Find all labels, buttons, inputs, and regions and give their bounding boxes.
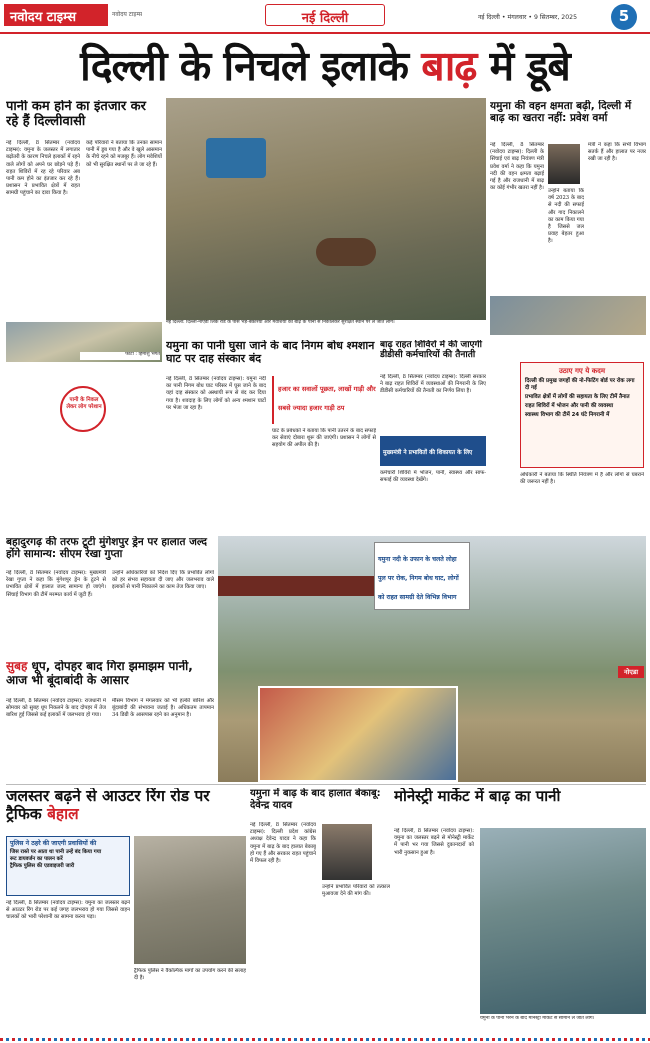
- sidebar-box-footer: अधिकारी ने बताया कि स्थिति नियंत्रण में है और लोगों से घबराने की जरूरत नहीं है।: [520, 472, 644, 486]
- devender-portrait: [322, 824, 372, 880]
- page-number: 5: [618, 7, 630, 25]
- top-photo-caption: नई दिल्ली: दिल्ली-नोएडा लिंक रोड के पास भेड़-बकरियों और मवेशियों को बाढ़ के पानी से निकालकर सुरक्षित स्थान पर ले जाते लोग।: [166, 320, 486, 336]
- story-monastery-headline: मोनेस्ट्री मार्केट में बाढ़ का पानी: [394, 788, 561, 805]
- story-yamuna: [490, 100, 646, 335]
- weather-headline-accent: सुबह: [6, 660, 28, 673]
- minister-portrait: [548, 144, 580, 184]
- river-photo-inset: [258, 686, 458, 782]
- sidebar-item-4: स्वास्थ्य विभाग की टीमें 24 घंटे निगरानी में: [525, 412, 610, 419]
- story-drain-body-2: उन्होंने अधिकारियों को निर्देश दिए कि प्रभावित लोगों को हर संभव सहायता दी जाए और जलभराव वाले इलाकों से पानी निकालने का काम तेज किया जाए।: [112, 570, 214, 591]
- story-drain: [6, 536, 214, 656]
- story-yamuna-headline: यमुना की वहन क्षमता बढ़ी, दिल्ली में बाढ़ का खतरा नहीं: प्रवेश वर्मा: [490, 100, 632, 125]
- story-ringroad-body-2: ट्रैफिक पुलिस ने वैकल्पिक मार्गों का उपयोग करने की सलाह दी है।: [134, 968, 246, 982]
- photo-credit: फोटो : हिमांशु भगत: [80, 352, 160, 360]
- callout-circle: [60, 386, 106, 432]
- ringroad-headline-part1: जलस्तर बढ़ने से आउटर रिंग रोड पर ट्रैफिक: [6, 788, 210, 823]
- ringroad-headline-accent: बेहाल: [47, 804, 79, 823]
- story-wait-body-2: कई परिवारों ने बताया कि उनका सामान पानी में डूब गया है और वे खुले आसमान के नीचे रहने को मजबूर हैं। लोग मवेशियों को भी सुरक्षित स्थानों पर ले जा रहे हैं।: [86, 140, 162, 168]
- story-relief: [380, 340, 486, 530]
- photo-cattle: [316, 238, 376, 266]
- story-weather-body-2: मौसम विभाग ने मंगलवार को भी हल्की बारिश और बूंदाबांदी की संभावना जताई है। अधिकतम तापमान 34 डिग्री के आसपास रहने का अनुमान है।: [112, 698, 214, 719]
- story-ringroad-body: नई दिल्ली, 8 सितम्बर (नवोदय टाइम्स): यमुना का जलस्तर बढ़ने से आउटर रिंग रोड पर कई जगह जलभराव हो गया जिससे वाहन चालकों को भारी परेशानी का सामना करना पड़ा।: [6, 900, 130, 921]
- story-relief-body: नई दिल्ली, 8 सितम्बर (नवोदय टाइम्स): दिल्ली सरकार ने बाढ़ राहत शिविरों में व्यवस्थाओं की निगरानी के लिए डीडीसी कर्मचारियों की तैनाती का निर्णय लिया है।: [380, 374, 486, 395]
- paper-tagline: नवोदय टाइम्स: [112, 11, 143, 18]
- story-devender-headline: यमुना में बाढ़ के बाद हालात बेकाबू: देवेन्द्र यादव: [250, 788, 381, 811]
- callout-text: पानी के निकल लेकर लोग परेशान: [66, 397, 102, 410]
- story-devender-body-2: उन्होंने प्रभावित परिवारों को तत्काल मुआवजा देने की मांग की।: [322, 884, 390, 898]
- monastery-photo-caption: यमुना के पानी भरने के बाद मोनेस्ट्री मार्केट से सामान ले जाते लोग।: [480, 1016, 646, 1036]
- river-photo-caption: यमुना नदी के उफान के चलते लोहा पुल पर रोक, निगम बोध घाट, लोगों को राहत सामग्री देते विभिन्न विभाग: [378, 556, 459, 601]
- main-headline: [0, 36, 650, 98]
- noida-tag: [618, 666, 644, 678]
- story-yamuna-body-2: उन्होंने बताया कि वर्ष 2023 के बाद से नदी की सफाई और गाद निकालने का काम किया गया है जिससे जल प्रवाह बेहतर हुआ है।: [548, 188, 584, 245]
- ringroad-box: [6, 836, 130, 896]
- story-ringroad: [6, 788, 246, 1038]
- story-ringroad-headline: [6, 788, 246, 832]
- ringroad-box-title: पुलिस ने ठहरे की जाएगी प्रवासियों की: [10, 840, 97, 847]
- story-wait-headline: पानी कम होने का इंतजार कर रहे हैं दिल्लीवासी: [6, 100, 146, 129]
- story-weather-body: नई दिल्ली, 8 सितम्बर (नवोदय टाइम्स): राजधानी में सोमवार को सुबह धूप निकलने के बाद दोपहर में तेज बारिश हुई जिससे कई इलाकों में जलभराव हो गया।: [6, 698, 106, 719]
- story-devender: [250, 788, 390, 1038]
- ringroad-box-item-3: ट्रैफिक पुलिस की एडवाइजरी जारी: [10, 863, 75, 870]
- river-caption-box: [374, 542, 470, 610]
- story-weather-headline: [6, 660, 214, 694]
- story-relief-headline: बाढ़ राहत शिविरों में की जाएगी डीडीसी कर्मचारियों की तैनाती: [380, 340, 482, 361]
- relief-highlight-box: [380, 436, 486, 466]
- main-headline-highlight: बाढ़: [421, 42, 477, 90]
- story-cremation-headline: यमुना का पानी घुसा जाने के बाद निगम बोध श्मशान घाट पर दाह संस्कार बंद: [166, 340, 375, 365]
- sidebar-item-3: राहत शिविरों में भोजन और पानी की व्यवस्था: [525, 403, 614, 410]
- ringroad-box-item-1: जिस रास्ते पर आता था पानी उन्हें बंद किया गया: [10, 849, 102, 856]
- top-photo: [166, 98, 486, 320]
- pull-quote: [272, 376, 376, 424]
- masthead: [0, 0, 650, 34]
- sidebar-item-1: दिल्ली की प्रमुख जगहों की नो-फिटिंग बोर्ड पर रोक लगा दी गई: [525, 378, 635, 392]
- monastery-photo: [480, 828, 646, 1014]
- sidebar-box-frame: [520, 362, 644, 468]
- story-weather: [6, 660, 214, 782]
- story-relief-body-2: कर्मचारी शिविरों में भोजन, पानी, स्वास्थ्य और साफ-सफाई की व्यवस्था देखेंगे।: [380, 470, 486, 484]
- section-divider: [6, 784, 646, 785]
- sidebar-item-2: प्रभावित क्षेत्रों में लोगों की सहायता के लिए टीमें तैनात: [525, 394, 630, 401]
- paper-logo: [4, 4, 108, 26]
- ringroad-box-item-2: रूट डायवर्जन का पालन करें: [10, 856, 63, 863]
- pull-quote-text: हजार का सवालों पूछता, लाखों गाड़ी और सबसे ज्यादा हजार गाड़ी ठप: [278, 385, 376, 412]
- story-yamuna-body: नई दिल्ली, 8 सितम्बर (नवोदय टाइम्स): दिल्ली के सिंचाई एवं बाढ़ नियंत्रण मंत्री प्रवेश वर्मा ने कहा कि यमुना नदी की वहन क्षमता बढ़ाई गई है और राजधानी में बाढ़ का कोई गंभीर खतरा नहीं है।: [490, 142, 544, 192]
- story-drain-body: नई दिल्ली, 8 सितम्बर (नवोदय टाइम्स): मुख्यमंत्री रेखा गुप्ता ने कहा कि मुंगेशपुर ड्रेन के टूटने से प्रभावित क्षेत्रों में हालात जल्द सामान्य हो जाएंगे। सिंचाई विभाग की टीमें मरम्मत कार्य में जुटी हैं।: [6, 570, 106, 598]
- story-drain-headline: बहादुरगढ़ की तरफ टूटी मुंगेशपुर ड्रेन पर हालात जल्द होंगे सामान्य: सीएम रेखा गुप्ता: [6, 536, 207, 561]
- story-cremation-body-2: घाट के प्रबंधकों ने बताया कि पानी उतरने के बाद सफाई कर सेवाएं दोबारा शुरू की जाएंगी। प्रशासन ने लोगों से सहयोग की अपील की है।: [272, 428, 376, 449]
- ringroad-photo: [134, 836, 246, 964]
- sidebar-box: [490, 340, 646, 530]
- story-cremation: [166, 340, 376, 530]
- main-headline-part2: में डूबे: [476, 42, 570, 90]
- main-headline-part1: दिल्ली के निचले इलाके: [80, 42, 422, 90]
- dateline: नई दिल्ली • मंगलवार • 9 सितम्बर, 2025: [478, 14, 578, 21]
- bottom-rule: [0, 1038, 650, 1041]
- story-monastery: [394, 788, 646, 1038]
- photo-cart: [206, 138, 266, 178]
- story-monastery-body: नई दिल्ली, 8 सितम्बर (नवोदय टाइम्स): यमुना का जलस्तर बढ़ने से मोनेस्ट्री मार्केट में पानी भर गया जिससे दुकानदारों को भारी नुकसान हुआ है।: [394, 828, 474, 856]
- sidebar-box-title: उठाए गए ये कदम: [558, 367, 606, 375]
- relief-highlight-text: मुख्यमंत्री ने प्रभावितों की शिकायत के लिए: [383, 450, 473, 456]
- story-yamuna-photo: [490, 296, 646, 335]
- story-devender-body: नई दिल्ली, 8 सितम्बर (नवोदय टाइम्स): दिल्ली प्रदेश कांग्रेस अध्यक्ष देवेन्द्र यादव ने कहा कि यमुना में बाढ़ के बाद हालात बेकाबू हो गए हैं और सरकार राहत पहुंचाने में विफल रही है।: [250, 822, 316, 865]
- story-yamuna-body-3: मंत्री ने कहा कि सभी विभाग सतर्क हैं और हालात पर नजर रखी जा रही है।: [588, 142, 646, 163]
- page-number-badge: [611, 4, 637, 30]
- section-name: नई दिल्ली: [301, 11, 349, 26]
- river-photo: [218, 536, 646, 782]
- section-banner: [265, 4, 385, 26]
- story-wait: [6, 100, 162, 362]
- weather-headline-rest: धूप, दोपहर बाद गिरा झमाझम पानी, आज भी बूंदाबांदी के आसार: [6, 660, 193, 687]
- story-cremation-body: नई दिल्ली, 8 सितम्बर (नवोदय टाइम्स): यमुना नदी का पानी निगम बोध घाट परिसर में घुस जाने के बाद यहां दाह संस्कार को अस्थायी रूप से बंद कर दिया गया है। शवदाह के लिए लोगों को अन्य श्मशान घाटों पर भेजा जा रहा है।: [166, 376, 266, 411]
- noida-tag-text: नोएडा: [623, 668, 639, 676]
- story-wait-body: नई दिल्ली, 8 सितम्बर (नवोदय टाइम्स): यमुना के जलस्तर में लगातार बढ़ोतरी के कारण निचले इलाकों में रहने वाले लोगों को अपने घर छोड़ने पड़े हैं। राहत शिविरों में रह रहे परिवार अब पानी कम होने का इंतजार कर रहे हैं। प्रशासन ने प्रभावित क्षेत्रों में राहत सामग्री पहुंचाने का दावा किया है।: [6, 140, 80, 197]
- paper-name: नवोदय टाइम्स: [10, 10, 77, 25]
